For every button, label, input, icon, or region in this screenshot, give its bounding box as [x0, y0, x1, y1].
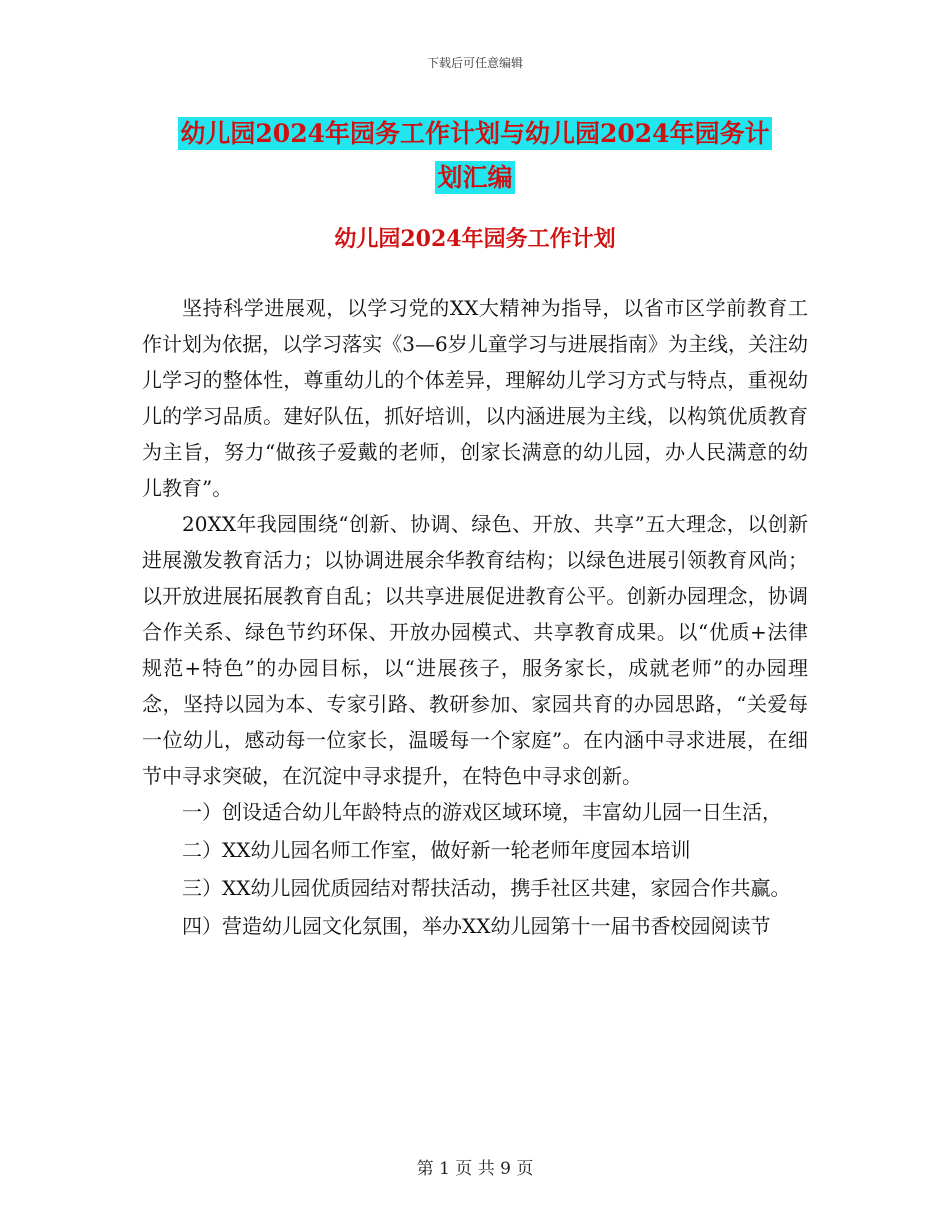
list-item-4: 四）营造幼儿园文化氛围，举办XX幼儿园第十一届书香校园阅读节 — [182, 914, 771, 938]
list-item-3: 三）XX幼儿园优质园结对帮扶活动，携手社区共建，家园合作共赢。 — [182, 876, 791, 900]
list-item-2: 二）XX幼儿园名师工作室，做好新一轮老师年度园本培训 — [182, 838, 691, 862]
list-item-1: 一）创设适合幼儿年龄特点的游戏区域环境，丰富幼儿园一日生活， — [182, 800, 782, 824]
page-footer: 第 1 页 共 9 页 — [416, 1159, 534, 1179]
paragraph-intro: 坚持科学进展观，以学习党的XX大精神为指导，以省市区学前教育工作计划为依据，以学习落实《3—6岁儿童学习与进展指南》为主线，关注幼儿学习的整体性，尊重幼儿的个体差异，理解幼儿学习方式与特点，重视幼儿的学习品质。建好队伍，抓好培训，以内涵进展为主线，以构筑优质教育为主旨，努力“做孩子爱戴的老师，创家长满意的幼儿园，办人民满意的幼儿教育”。 — [142, 296, 808, 500]
document-title-line-1 — [0, 114, 950, 150]
body-text — [142, 290, 808, 944]
document-title-line-2 — [0, 158, 950, 194]
title-highlight-2: 划汇编 — [437, 163, 513, 192]
page-header: 下载后可任意编辑 — [426, 56, 523, 70]
paragraph-ideas: 20XX年我园围绕“创新、协调、绿色、开放、共享”五大理念，以创新进展激发教育活力；以协调进展余华教育结构；以绿色进展引领教育风尚；以开放进展拓展教育自乱；以共享进展促进教育公平。创新办园理念，协调合作关系、绿色节约环保、开放办园模式、共享教育成果。以“优质+法律规范+特色”的办园目标，以“进展孩子，服务家长，成就老师”的办园理念，坚持以园为本、专家引路、教研参加、家园共育的办园思路，“关爱每一位幼儿，感动每一位家长，温暖每一个家庭”。在内涵中寻求进展，在细节中寻求突破，在沉淀中寻求提升，在特色中寻求创新。 — [142, 512, 808, 788]
section-title: 幼儿园2024年园务工作计划 — [334, 226, 616, 252]
title-highlight-1: 幼儿园2024年园务工作计划与幼儿园2024年园务计 — [180, 119, 770, 148]
